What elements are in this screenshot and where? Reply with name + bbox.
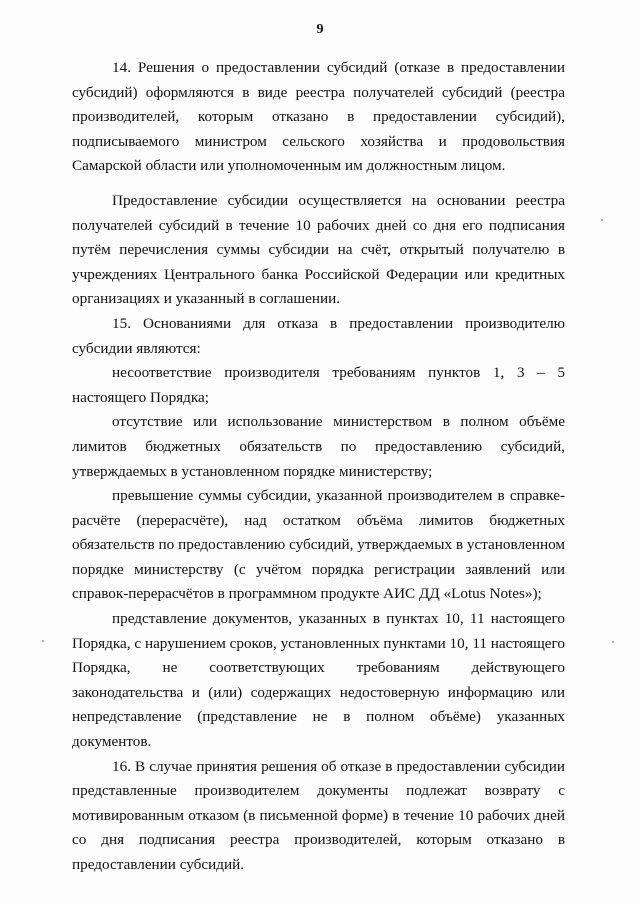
scan-speck bbox=[612, 641, 614, 643]
paragraph-16: 16. В случае принятия решения об отказе в предоставлении субсидии представленные производителем документы подлежат возврату с мотивированным отказом (в письменной форме) в течение 10 рабочих дней со дня подписания реестра производителей, которым отказано в предоставлении субсидий. bbox=[72, 757, 565, 873]
paragraph-15-heading: 15. Основаниями для отказа в предоставлении производителю субсидии являются: bbox=[72, 314, 565, 357]
paragraph-15-item-1: несоответствие производителя требованиям пунктов 1, 3 – 5 настоящего Порядка; bbox=[72, 364, 565, 406]
document-body bbox=[72, 56, 565, 878]
paragraph-15-item-4: представление документов, указанных в пунктах 10, 11 настоящего Порядка, с нарушением сроков, установленных пунктами 10, 11 настоящего Порядка, не соответствующих требованиям действующего законодательства и (или) содержащих недостоверную информацию или непредставление (представление не в полном объёме) указанных документов. bbox=[72, 610, 565, 751]
scan-speck bbox=[42, 640, 44, 642]
scan-speck bbox=[601, 219, 603, 221]
paragraph-15-item-3: превышение суммы субсидии, указанной производителем в справке-расчёте (перерасчёте), над остатком объёма лимитов бюджетных обязательств по предоставлению субсидий, утверждаемых в установленном порядке министерству (с учётом порядка регистрации заявлений или справок-перерасчётов в программном продукте АИС ДД «Lotus Notes»); bbox=[72, 487, 565, 603]
paragraph-15-item-2: отсутствие или использование министерством в полном объёме лимитов бюджетных обязательств по предоставлению субсидий, утверждаемых в установленном порядке министерству; bbox=[72, 413, 565, 480]
paragraph-payment: Предоставление субсидии осуществляется на основании реестра получателей субсидий в течение 10 рабочих дней со дня его подписания путём перечисления суммы субсидии на счёт, открытый получателю в учреждениях Центрального банка Российской Федерации или кредитных организациях и указанный в соглашении. bbox=[72, 191, 565, 308]
paragraph-14: 14. Решения о предоставлении субсидий (отказе в предоставлении субсидий) оформляются в виде реестра получателей субсидий (реестра производителей, которым отказано в предоставлении субсидий), подписываемого министром сельского хозяйства и продовольствия Самарской области или уполномоченным им должностным лицом. bbox=[72, 59, 565, 175]
page-number: 9 bbox=[316, 22, 324, 37]
